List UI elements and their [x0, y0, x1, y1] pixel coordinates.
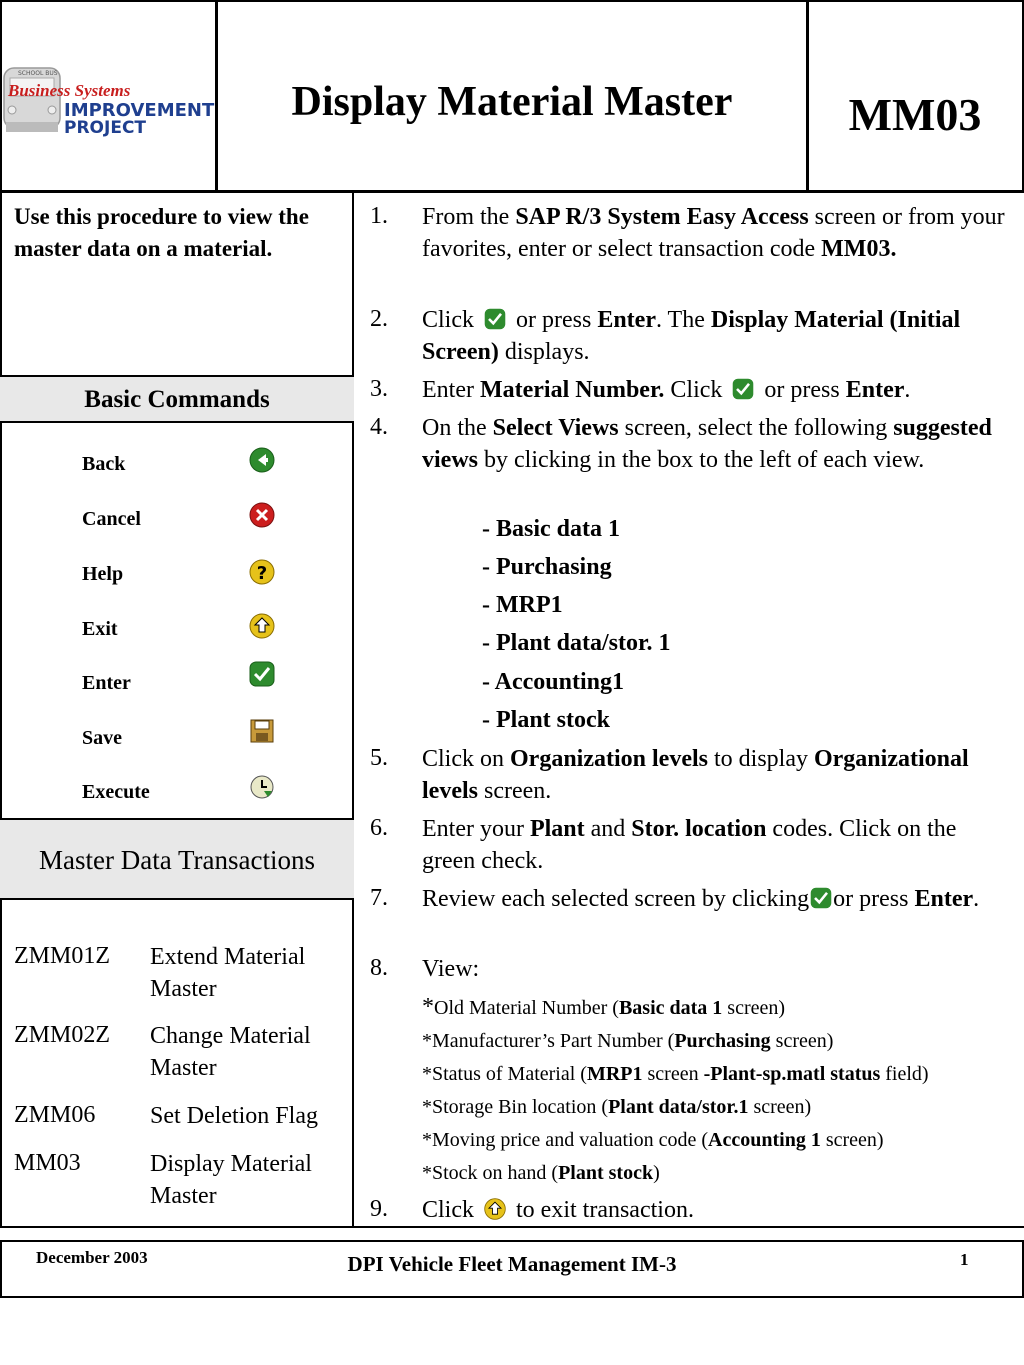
view-note: *Stock on hand (Plant stock)	[422, 1162, 660, 1184]
transaction-desc-cell: Display Material Master	[150, 1151, 312, 1209]
step-number: 4.	[370, 414, 388, 440]
logo-bus-text: SCHOOL BUS	[18, 70, 58, 77]
step-number: 9.	[370, 1196, 388, 1222]
logo-line3: PROJECT	[64, 118, 147, 138]
step-number: 5.	[370, 745, 388, 771]
command-label-execute: Execute	[82, 781, 150, 803]
step-6: Enter your Plant and Stor. location codes. Click on the green check.	[422, 816, 957, 874]
help-icon	[248, 558, 276, 586]
page-title: Display Material Master	[291, 79, 733, 125]
command-label-cancel: Cancel	[82, 508, 141, 530]
basic-commands-heading: Basic Commands	[0, 375, 354, 423]
view-item: - Plant data/stor. 1	[482, 630, 671, 656]
transaction-desc-cell: Change Material Master	[150, 1023, 311, 1081]
transaction-code-cell: ZMM06	[14, 1102, 96, 1128]
command-label-enter: Enter	[82, 672, 131, 694]
page-number: 1	[960, 1250, 969, 1269]
enter-icon	[809, 886, 833, 910]
save-icon	[248, 717, 276, 745]
back-icon	[248, 446, 276, 474]
step-1: From the SAP R/3 System Easy Access screen or from your favorites, enter or select transaction code MM03.	[422, 204, 1005, 262]
step-number: 8.	[370, 955, 388, 981]
view-note: *Moving price and valuation code (Accounting 1 screen)	[422, 1129, 884, 1151]
logo-line2: IMPROVEMENT	[64, 100, 215, 121]
logo-line1: Business Systems	[8, 81, 131, 100]
exit-icon	[248, 612, 276, 640]
enter-icon	[731, 377, 755, 401]
step-4: On the Select Views screen, select the following suggested views by clicking in the box to the left of each view.	[422, 415, 992, 473]
step-3: Enter Material Number. Click or press Enter.	[422, 377, 911, 403]
view-item: - Accounting1	[482, 669, 625, 695]
step-7: Review each selected screen by clicking or press Enter.	[422, 886, 980, 912]
step-number: 6.	[370, 815, 388, 841]
execute-icon	[248, 773, 276, 801]
enter-icon	[483, 307, 507, 331]
cancel-icon	[248, 501, 276, 529]
master-data-transactions-heading: Master Data Transactions	[0, 818, 354, 900]
step-9: Click to exit transaction.	[422, 1197, 694, 1223]
transaction-code-cell: ZMM01Z	[14, 943, 110, 969]
footer-title: DPI Vehicle Fleet Management IM-3	[347, 1252, 677, 1276]
view-note: *Status of Material (MRP1 screen -Plant-sp.matl status field)	[422, 1063, 929, 1085]
intro-text: Use this procedure to view the master data on a material.	[14, 204, 309, 261]
step-5: Click on Organization levels to display Organizational levels screen.	[422, 746, 969, 804]
step-number: 1.	[370, 203, 388, 229]
step-number: 2.	[370, 306, 388, 332]
svg-text:?: ?	[256, 563, 268, 584]
command-label-save: Save	[82, 727, 122, 749]
step-2: Click or press Enter. The Display Material (Initial Screen) displays.	[422, 307, 961, 365]
divider	[352, 1226, 1024, 1228]
view-note: *Manufacturer’s Part Number (Purchasing screen)	[422, 1030, 834, 1052]
view-item: - Plant stock	[482, 707, 610, 733]
view-note: *Old Material Number (Basic data 1 screen)	[422, 994, 786, 1020]
school-bus-icon	[4, 68, 60, 132]
command-label-help: Help	[82, 563, 124, 585]
view-item: - MRP1	[482, 592, 563, 618]
transaction-code-cell: ZMM02Z	[14, 1022, 110, 1048]
transaction-desc-cell: Extend Material Master	[150, 944, 306, 1002]
transaction-desc-cell: Set Deletion Flag	[150, 1103, 318, 1129]
logo	[0, 62, 216, 146]
header-divider	[806, 0, 809, 191]
view-item: - Basic data 1	[482, 516, 620, 542]
enter-icon	[248, 660, 276, 688]
command-label-back: Back	[82, 453, 126, 475]
exit-icon	[483, 1197, 507, 1221]
transaction-code: MM03	[848, 89, 982, 140]
step-number: 7.	[370, 885, 388, 911]
step-number: 3.	[370, 376, 388, 402]
transaction-code-cell: MM03	[14, 1150, 81, 1176]
command-label-exit: Exit	[82, 618, 118, 640]
view-note: *Storage Bin location (Plant data/stor.1 screen)	[422, 1096, 812, 1118]
footer-date: December 2003	[36, 1248, 148, 1267]
step-8: View:	[422, 956, 480, 982]
view-item: - Purchasing	[482, 554, 612, 580]
